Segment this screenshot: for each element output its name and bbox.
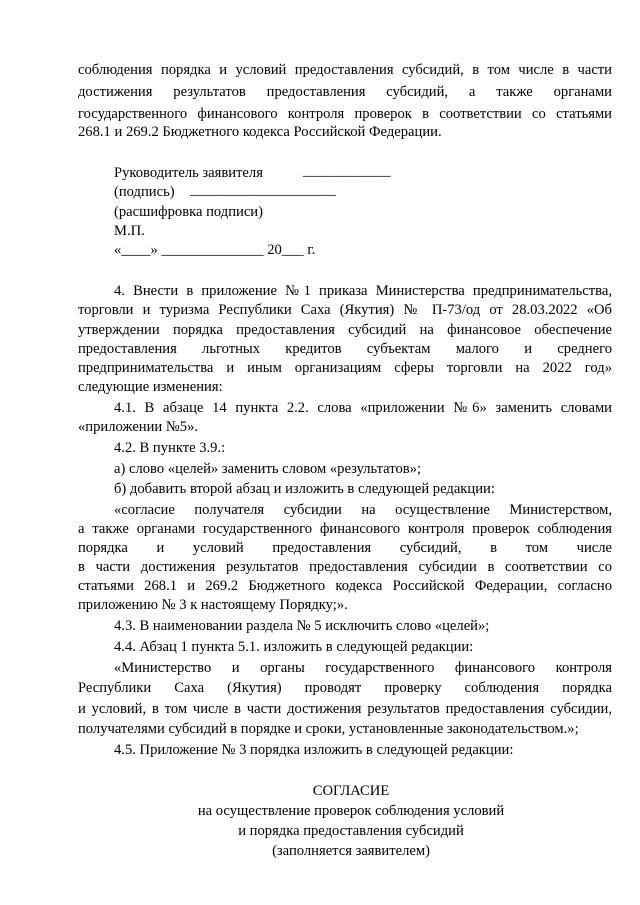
signature-label: (подпись) — [114, 184, 175, 200]
item4-3-text: 4.3. В наименовании раздела № 5 исключить слово «целей»; — [114, 618, 490, 634]
head-label: Руководитель заявителя — [114, 165, 263, 181]
consent-title: СОГЛАСИЕ — [312, 783, 390, 799]
item4-4-quote-line-3: и условий, в том числе в части достижения результатов предоставления субсидии, — [78, 701, 612, 717]
signature-blank: ____________________ — [190, 182, 336, 198]
item4-2-sub-b: б) добавить второй абзац и изложить в следующей редакции: — [114, 481, 495, 497]
item4-2-quote-line-3: порядка и условий предоставления субсидий, в том числе — [78, 540, 612, 556]
item4-line-4: предоставления льготных кредитов субъектам малого и среднего — [78, 341, 612, 357]
consent-line-3: (заполняется заявителем) — [272, 843, 430, 859]
item4-2-quote-line-5: статьями 268.1 и 269.2 Бюджетного кодекса Российской Федерации, согласно — [78, 578, 612, 594]
seal-label: М.П. — [114, 223, 145, 239]
date-line: «____» ______________ 20___ г. — [114, 242, 316, 258]
item4-2-quote-line-4: в части достижения результатов предоставления субсидии в соответствии со — [78, 559, 612, 575]
item4-line-2: торговли и туризма Республики Саха (Якутия) № П-73/од от 28.03.2022 «Об — [78, 302, 612, 318]
item4-4-quote-line-1: «Министерство и органы государственного финансового контроля — [114, 660, 612, 676]
intro-line-1: соблюдения порядка и условий предоставления субсидий, в том числе в части — [78, 62, 612, 78]
consent-line-1: на осуществление проверок соблюдения условий — [197, 803, 505, 819]
item4-4-quote-line-2: Республики Саха (Якутия) проводят проверку соблюдения порядка — [78, 680, 612, 696]
item4-1-line-1: 4.1. В абзаце 14 пункта 2.2. слова «приложении №6» заменить словами — [114, 400, 612, 416]
item4-4-title: 4.4. Абзац 1 пункта 5.1. изложить в следующей редакции: — [114, 639, 474, 655]
item4-line-1: 4. Внести в приложение №1 приказа Министерства предпринимательства, — [114, 283, 612, 299]
decoding-label: (расшифровка подписи) — [114, 204, 263, 220]
item4-1-line-2: «приложении №5». — [78, 419, 199, 435]
consent-line-2: и порядка предоставления субсидий — [238, 823, 464, 839]
intro-line-4: 268.1 и 269.2 Бюджетного кодекса Российской Федерации. — [78, 124, 442, 140]
item4-line-5: предпринимательства и иным организациям сферы торговли на 2022 год» — [78, 360, 612, 376]
item4-2-quote-line-2: а также органами государственного финансового контроля проверок соблюдения — [78, 521, 612, 537]
intro-line-2: достижения результатов предоставления субсидий, а также органами — [78, 84, 612, 100]
intro-line-3: государственного финансового контроля проверок в соответствии со статьями — [78, 106, 612, 122]
item4-2-quote-line-6: приложению № 3 к настоящему Порядку;». — [78, 597, 348, 613]
item4-2-title: 4.2. В пункте 3.9.: — [114, 440, 226, 456]
item4-line-3: утверждении порядка предоставления субсидий на финансовое обеспечение — [78, 322, 612, 338]
item4-2-quote-line-1: «согласие получателя субсидии на осуществление Министерством, — [114, 502, 612, 518]
item4-5-text: 4.5. Приложение № 3 порядка изложить в следующей редакции: — [114, 742, 514, 758]
item4-line-6: следующие изменения: — [78, 379, 223, 395]
item4-4-quote-line-4: получателями субсидий в порядке и сроки, установленные законодательством.»; — [78, 721, 579, 737]
item4-2-sub-a: а) слово «целей» заменить словом «результатов»; — [114, 461, 422, 477]
head-blank: ____________ — [303, 163, 391, 179]
